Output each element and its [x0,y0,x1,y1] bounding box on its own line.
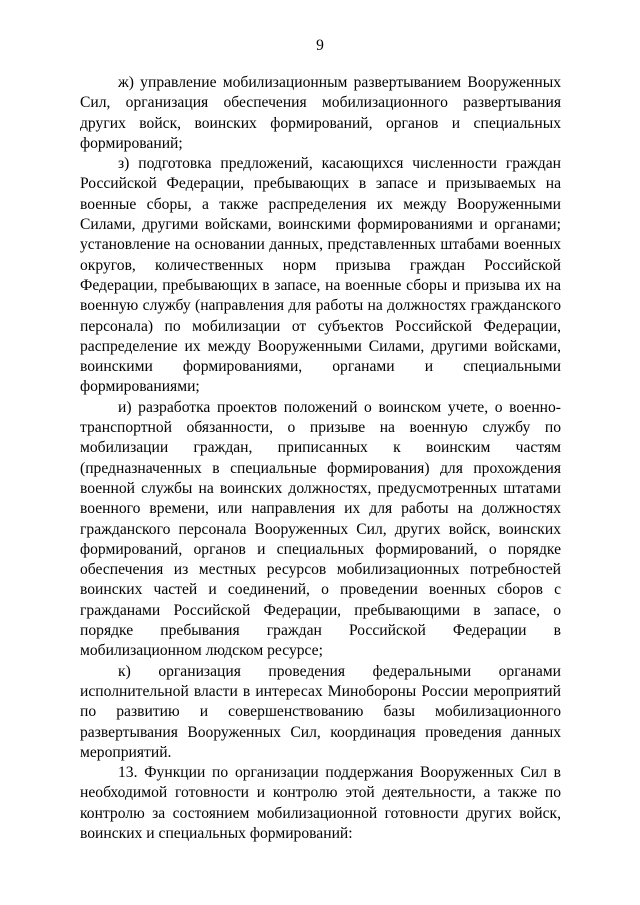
document-body [80,73,561,844]
paragraph-z: з) подготовка предложений, касающихся численности граждан Российской Федерации, пребывающих в запасе и призываемых на военные сборы, а также распределения их между Вооруженными Силами, другими войсками, воинскими формированиями и органами; установление на основании данных, представленных штабами военных округов, количественных норм призыва граждан Российской Федерации, пребывающих в запасе, на военные сборы и призыва их на военную службу (направления для работы на должностях гражданского персонала) по мобилизации от субъектов Российской Федерации, распределение их между Вооруженными Силами, другими войсками, воинскими формированиями, органами и специальными формированиями; [80,155,561,396]
page-number: 9 [316,37,324,54]
paragraph-zh: ж) управление мобилизационным развертыванием Вооруженных Сил, организация обеспечения мобилизационного развертывания других войск, воинских формирований, органов и специальных формирований; [80,74,561,152]
paragraph-13: 13. Функции по организации поддержания Вооруженных Сил в необходимой готовности и контролю этой деятельности, а также по контролю за состоянием мобилизационной готовности других войск, воинских и специальных формирований: [80,764,561,842]
paragraph-k: к) организация проведения федеральными органами исполнительной власти в интересах Минобороны России мероприятий по развитию и совершенствованию базы мобилизационного развертывания Вооруженных Сил, координация проведения данных мероприятий. [80,662,561,761]
paragraph-i: и) разработка проектов положений о воинском учете, о военно-транспортной обязанности, о призыве на военную службу по мобилизации граждан, приписанных к воинским частям (предназначенных в специальные формирования) для прохождения военной службы на воинских должностях, предусмотренных штатами военного времени, или направления их для работы на должностях гражданского персонала Вооруженных Сил, других войск, воинских формирований, органов и специальных формирований, о порядке обеспечения из местных ресурсов мобилизационных потребностей воинских частей и соединений, о проведении военных сборов с гражданами Российской Федерации, пребывающими в запасе, о порядке пребывания граждан Российской Федерации в мобилизационном людском ресурсе; [80,398,561,660]
